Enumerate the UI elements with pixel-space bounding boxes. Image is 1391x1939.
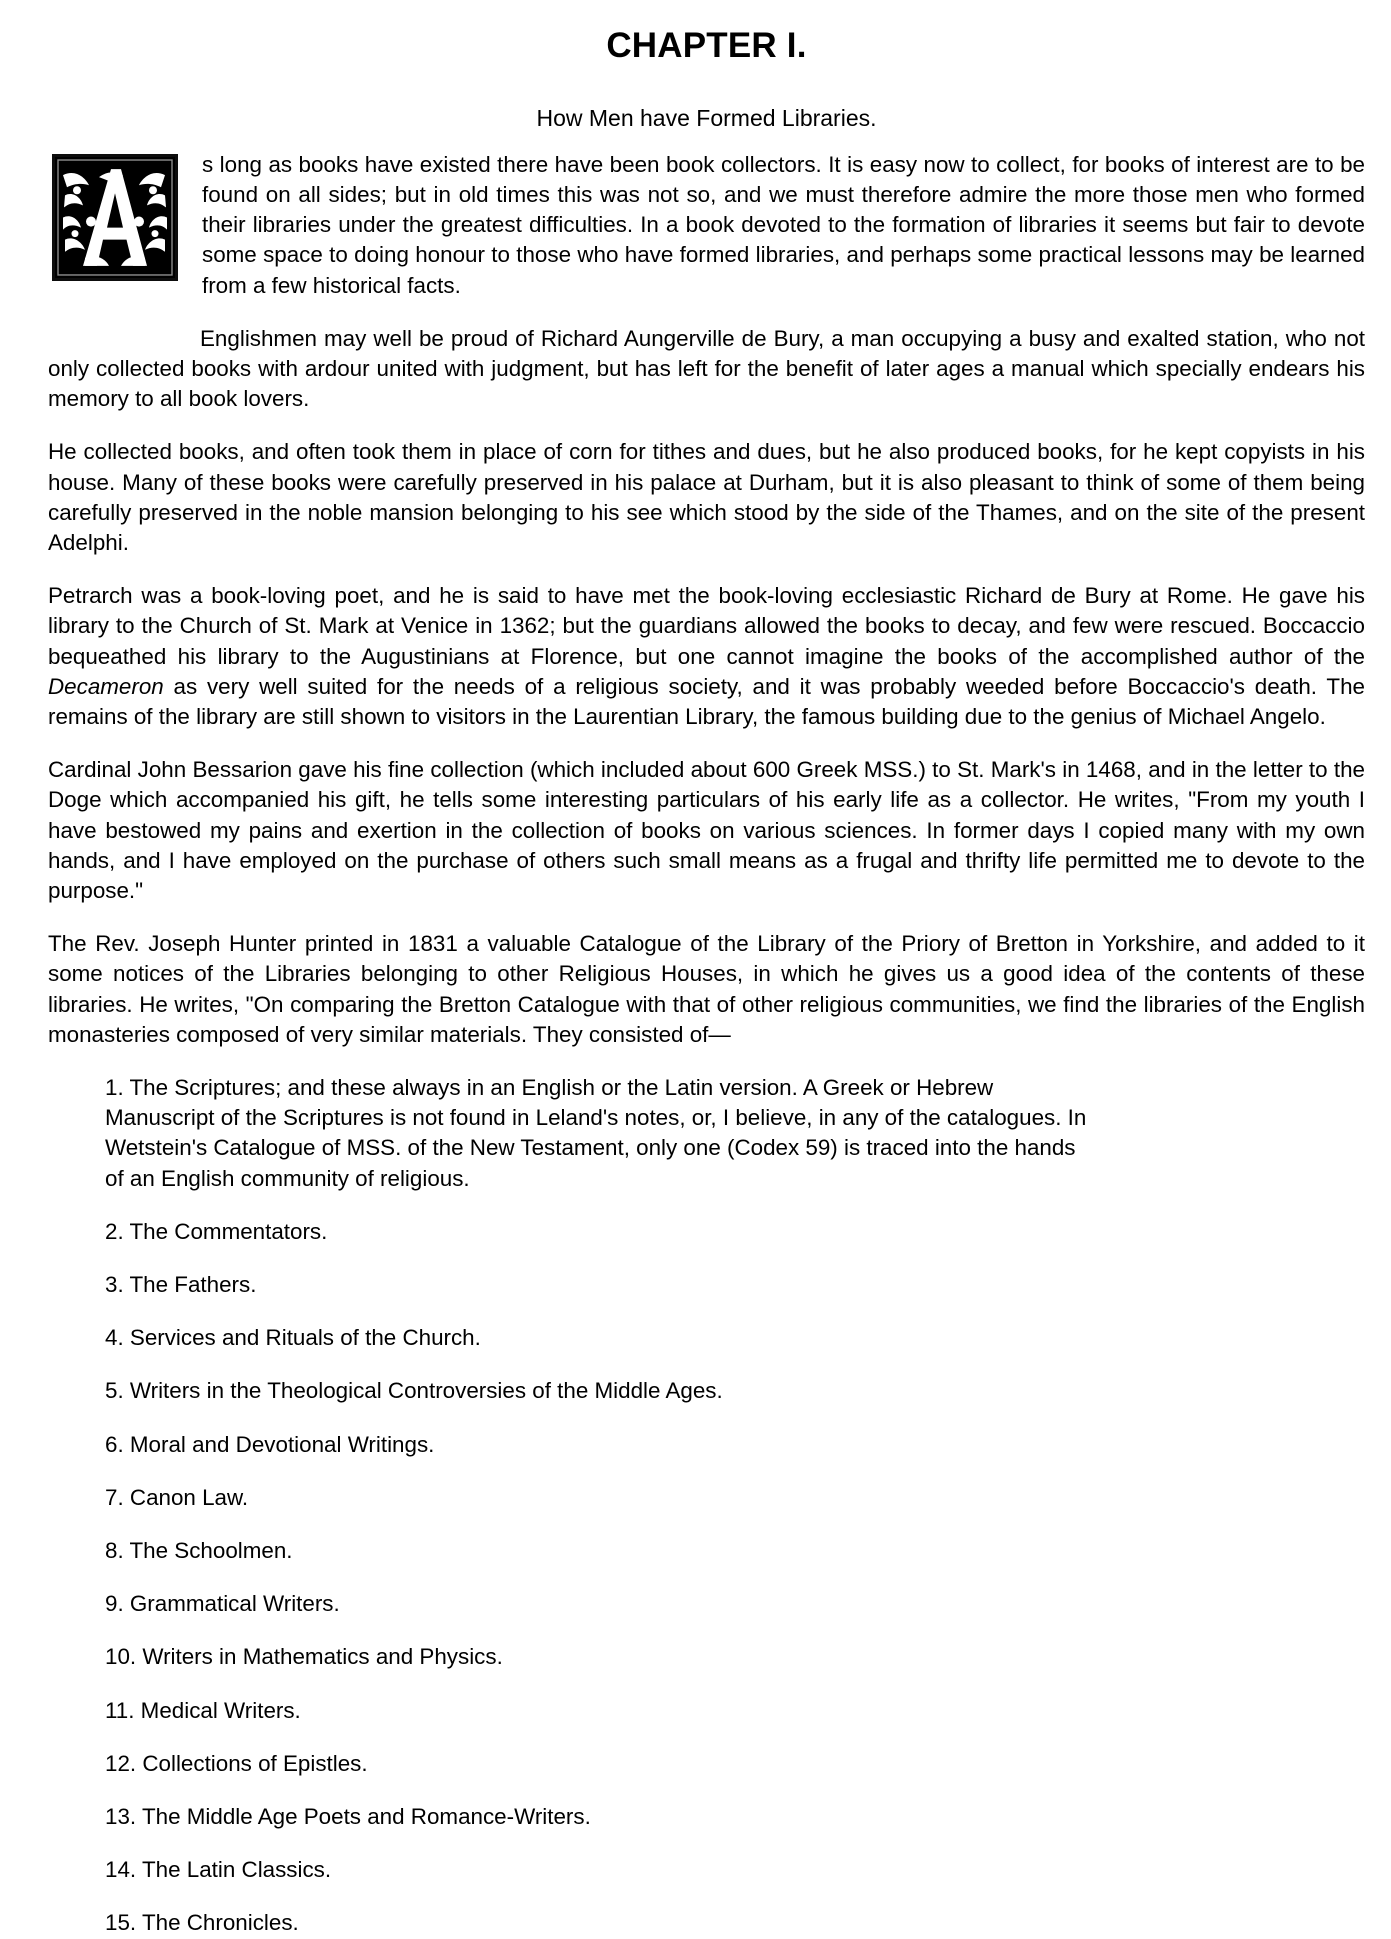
paragraph-3: He collected books, and often took them in place of corn for tithes and dues, but he also produced books, for he kept copyists in his house. Many of these books were carefully preserved in his palace at Durham, but it is also pleasant to think of some of them being carefully preserved in the noble mansion belonging to his see which stood by the side of the Thames, and on the site of the present Adelphi.: [48, 439, 1365, 555]
decameron-title: Decameron: [48, 673, 164, 699]
list-item: 8. The Schoolmen.: [105, 1538, 293, 1563]
paragraph-4-part-a: Petrarch was a book-loving poet, and he is said to have met the book-loving ecclesiastic Richard de Bury at Rome. He gave his library to the Church of St. Mark at Venice in 1362; but the guardians allowed the books to decay, and few were rescued. Boccaccio bequeathed his library to the Augustinians at Florence, but one cannot imagine the books of the accomplished author of the: [48, 583, 1365, 669]
list-item: 6. Moral and Devotional Writings.: [105, 1431, 435, 1457]
ornamental-dropcap-a-icon: [52, 154, 178, 281]
list-item: 11. Medical Writers.: [105, 1697, 301, 1723]
paragraph-4-part-b: as very well suited for the needs of a religious society, and it was probably weeded before Boccaccio's death. The remains of the library are still shown to visitors in the Laurentian Library, the famous building due to the genius of Michael Angelo.: [48, 673, 1365, 729]
paragraph-2: Englishmen may well be proud of Richard Aungerville de Bury, a man occupying a busy and exalted station, who not only collected books with ardour united with judgment, but has left for the benefit of later ages a manual which specially endears his memory to all book lovers.: [48, 325, 1365, 412]
chapter-subtitle: How Men have Formed Libraries.: [536, 105, 877, 132]
list-item: 9. Grammatical Writers.: [105, 1591, 340, 1617]
list-item: 14. The Latin Classics.: [105, 1857, 332, 1883]
paragraph-5: Cardinal John Bessarion gave his fine collection (which included about 600 Greek MSS.) to St. Mark's in 1468, and in the letter to the Doge which accompanied his gift, he tells some interesting particulars of his early life as a collector. He writes, "From my youth I have bestowed my pains and exertion in the collection of books on various sciences. In former days I copied many with my own hands, and I have employed on the purchase of others such small means as a frugal and thrifty life permitted me to devote to the purpose.": [48, 757, 1365, 903]
list-item: 12. Collections of Epistles.: [105, 1750, 368, 1776]
list-item: 5. Writers in the Theological Controversies of the Middle Ages.: [105, 1378, 723, 1404]
list-item: 4. Services and Rituals of the Church.: [105, 1325, 481, 1351]
list-item: 3. The Fathers.: [105, 1271, 257, 1297]
list-item: 13. The Middle Age Poets and Romance-Writers.: [105, 1804, 591, 1830]
paragraph-6: The Rev. Joseph Hunter printed in 1831 a valuable Catalogue of the Library of the Priory of Bretton in Yorkshire, and added to it some notices of the Libraries belonging to other Religious Houses, in which he gives us a good idea of the contents of these libraries. He writes, "On comparing the Bretton Catalogue with that of other religious communities, we find the libraries of the English monasteries composed of very similar materials. They consisted of—: [48, 931, 1365, 1047]
paragraph-1: [48, 150, 1365, 301]
list-item: 1. The Scriptures; and these always in an English or the Latin version. A Greek or Hebrew Manuscript of the Scriptures is not found in Leland's notes, or, I believe, in any of the catalogues. In Wetstein's Catalogue of MSS. of the New Testament, only one (Codex 59) is traced into the hands of an English community of religious.: [105, 1074, 1087, 1191]
monastic-library-categories-list: [48, 1073, 1365, 1939]
list-item: 2. The Commentators.: [105, 1218, 328, 1244]
paragraph-1-text: s long as books have existed there have been book collectors. It is easy now to collect, for books of interest are to be found on all sides; but in old times this was not so, and we must therefore admire the more those men who formed their libraries under the greatest difficulties. In a book devoted to the formation of libraries it seems but fair to devote some space to doing honour to those who have formed libraries, and perhaps some practical lessons may be learned from a few historical facts.: [202, 151, 1365, 298]
paragraph-4: [48, 581, 1365, 732]
list-item: 10. Writers in Mathematics and Physics.: [105, 1644, 503, 1670]
list-item: 15. The Chronicles.: [105, 1910, 299, 1936]
page-title: CHAPTER I.: [606, 26, 807, 65]
list-item: 7. Canon Law.: [105, 1484, 249, 1510]
intro-paragraph-block: [48, 150, 1365, 301]
